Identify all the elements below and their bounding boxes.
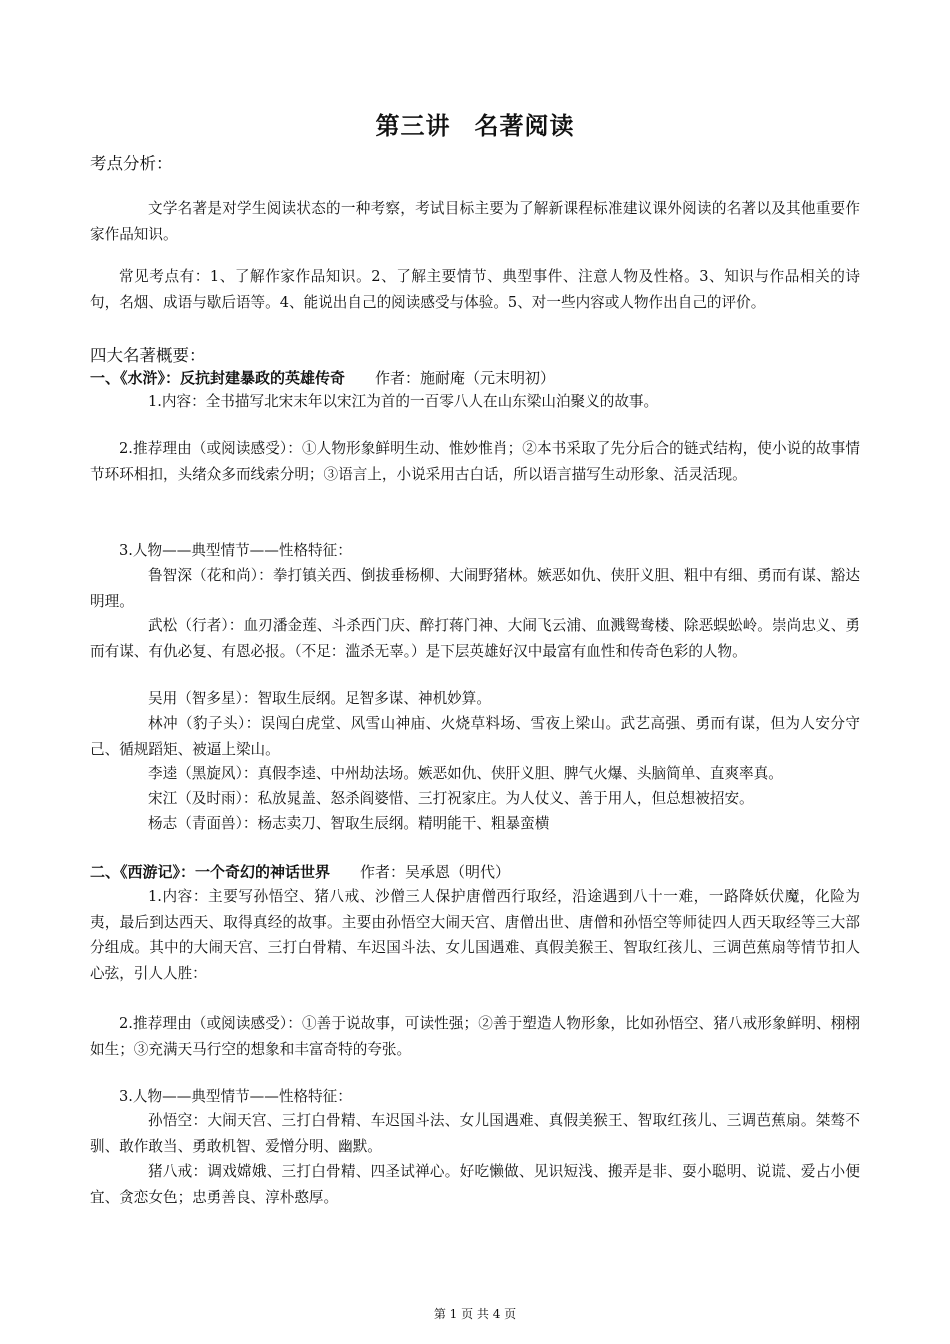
section-1-character-6: 宋江（及时雨）：私放晁盖、怒杀阎婆惜、三打祝家庄。为人仗义、善于用人，但总想被招安。: [148, 790, 754, 807]
analysis-paragraph-2: 常见考点有：1、了解作家作品知识。2、了解主要情节、典型事件、注意人物及性格。3、知识与作品相关的诗句，名烟、成语与歇后语等。4、能说出自己的阅读感受与体验。5、对一些内容或人物作出自己的评价。: [90, 268, 860, 311]
section-1-character-3: 吴用（智多星）：智取生辰纲。足智多谋、神机妙算。: [148, 690, 491, 707]
analysis-paragraph-1: 文学名著是对学生阅读状态的一种考察，考试目标主要为了解新课程标准建议课外阅读的名著以及其他重要作家作品知识。: [90, 200, 860, 243]
section-1-character-7: 杨志（青面兽）：杨志卖刀、智取生辰纲。精明能干、粗暴蛮横: [148, 815, 550, 832]
page-title: [90, 106, 860, 141]
section-2-heading: [90, 861, 510, 882]
section-2-characters-heading: 3.人物——典型情节——性格特征：: [119, 1088, 352, 1105]
overview-heading: 四大名著概要：: [90, 346, 206, 365]
section-2-title: 二、《西游记》：一个奇幻的神话世界: [90, 863, 331, 881]
page-footer: 第 1 页 共 4 页: [433, 1307, 517, 1321]
section-1-character-1: 鲁智深（花和尚）：拳打镇关西、倒拔垂杨柳、大闹野猪林。嫉恶如仇、侠肝义胆、粗中有细、勇而有谋、豁达明理。: [90, 567, 860, 610]
title-part-a: 第三讲: [375, 112, 451, 140]
title-part-b: 名著阅读: [474, 112, 575, 140]
analysis-heading: 考点分析：: [90, 154, 173, 173]
section-2-content: 1.内容：主要写孙悟空、猪八戒、沙僧三人保护唐僧西行取经，沿途遇到八十一难，一路降妖伏魔，化险为夷，最后到达西天、取得真经的故事。主要由孙悟空大闹天宫、唐僧出世、唐僧和孙悟空等师徒四人西天取经等三大部分组成。其中的大闹天宫、三打白骨精、车迟国斗法、女儿国遇难、真假美猴王、智取红孩儿、三调芭蕉扇等情节扣人心弦，引人人胜：: [90, 888, 860, 982]
section-1-reason: 2.推荐理由（或阅读感受）：①人物形象鲜明生动、惟妙惟肖；②本书采取了先分后合的链式结构，使小说的故事情节环环相扣，头绪众多而线索分明；③语言上，小说采用古白话，所以语言描写生动形象、活灵活现。: [90, 440, 860, 483]
section-1-author: 作者：施耐庵（元末明初）: [375, 369, 556, 387]
section-1-heading: [90, 367, 555, 388]
section-1-character-4: 林冲（豹子头）：误闯白虎堂、风雪山神庙、火烧草料场、雪夜上梁山。武艺高强、勇而有谋，但为人安分守己、循规蹈矩、被逼上梁山。: [90, 715, 860, 758]
section-1-characters-heading: 3.人物——典型情节——性格特征：: [119, 542, 352, 559]
section-1-character-2: 武松（行者）：血刃潘金莲、斗杀西门庆、醉打蒋门神、大闹飞云浦、血溅鸳鸯楼、除恶蜈蚣岭。崇尚忠义、勇而有谋、有仇必复、有恩必报。（不足：滥杀无辜。）是下层英雄好汉中最富有血性和传奇色彩的人物。: [90, 617, 860, 660]
section-2-character-1: 孙悟空：大闹天宫、三打白骨精、车迟国斗法、女儿国遇难、真假美猴王、智取红孩儿、三调芭蕉扇。桀骜不驯、敢作敢当、勇敢机智、爱憎分明、幽默。: [90, 1112, 860, 1155]
section-1-character-5: 李逵（黑旋风）：真假李逵、中州劫法场。嫉恶如仇、侠肝义胆、脾气火爆、头脑简单、直爽率真。: [148, 765, 783, 782]
section-1-content: 1.内容：全书描写北宋末年以宋江为首的一百零八人在山东梁山泊聚义的故事。: [148, 393, 659, 410]
section-2-reason: 2.推荐理由（或阅读感受）：①善于说故事，可读性强；②善于塑造人物形象，比如孙悟空、猪八戒形象鲜明、栩栩如生；③充满天马行空的想象和丰富奇特的夸张。: [90, 1015, 860, 1058]
section-2-author: 作者：吴承恩（明代）: [360, 863, 511, 881]
section-1-title: 一、《水浒》：反抗封建暴政的英雄传奇: [90, 369, 346, 387]
section-2-character-2: 猪八戒：调戏嫦娥、三打白骨精、四圣试禅心。好吃懒做、见识短浅、搬弄是非、耍小聪明、说谎、爱占小便宜、贪恋女色；忠勇善良、淳朴憨厚。: [90, 1163, 860, 1206]
